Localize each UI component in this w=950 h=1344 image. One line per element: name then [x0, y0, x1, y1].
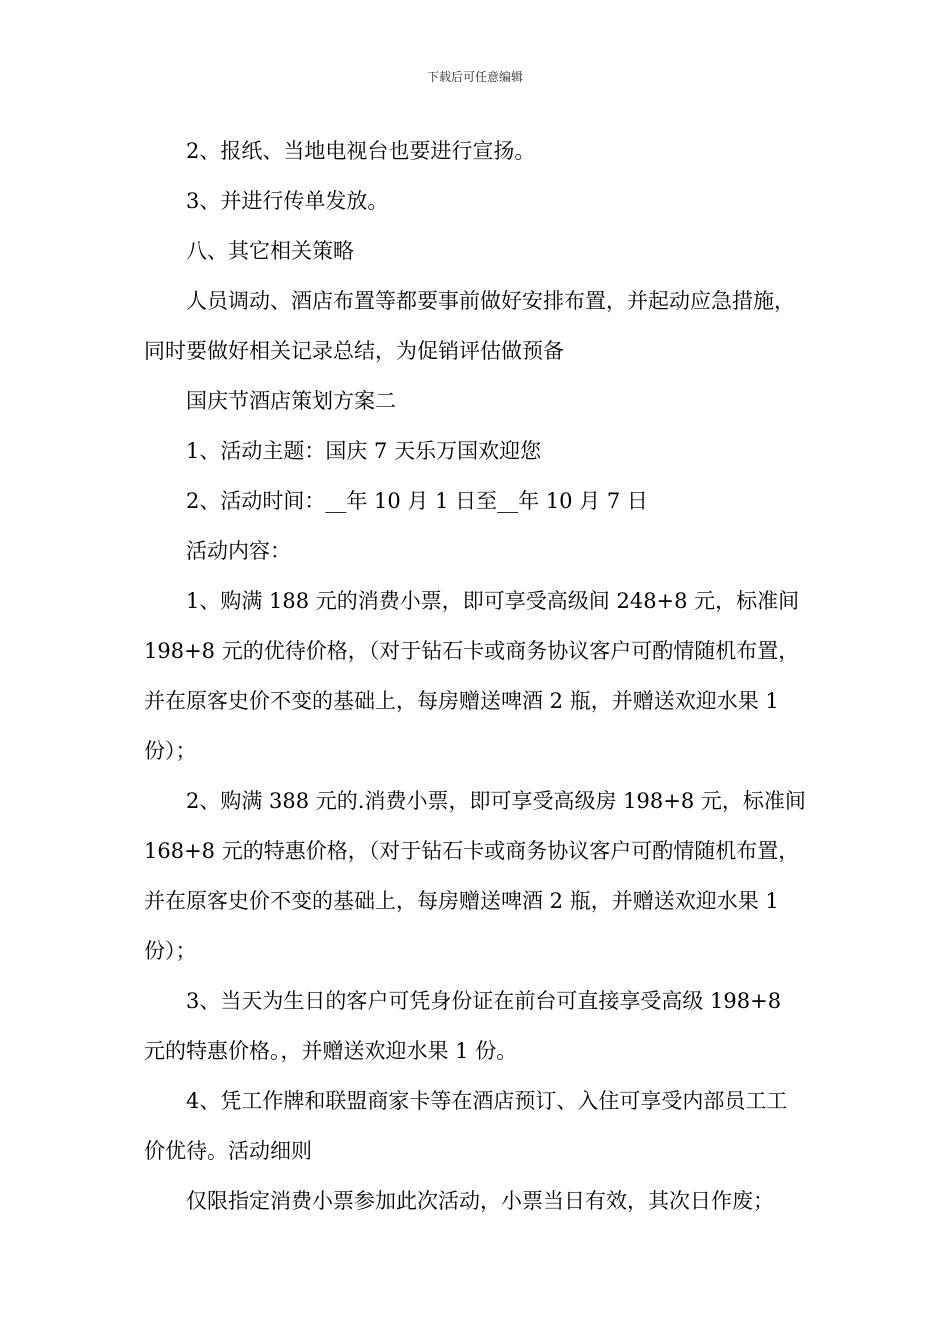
paragraph-theme: 1、活动主题：国庆 7 天乐万国欢迎您 [186, 439, 542, 463]
paragraph-content-label: 活动内容： [186, 539, 291, 563]
paragraph-offer-388: 2、购满 388 元的.消费小票，即可享受高级房 198+8 元，标准间 168+8 元的特惠价格，（对于钻石卡或商务协议客户可酌情随机布置，并在原客史价不变的基础上，每房赠送啤酒 2 瓶，并赠送欢迎水果 1 份）； [144, 789, 806, 963]
paragraph-flyers: 3、并进行传单发放。 [186, 189, 389, 213]
paragraph-staffing: 人员调动、酒店布置等都要事前做好安排布置，并起动应急措施，同时要做好相关记录总结，为促销评估做预备 [144, 289, 795, 363]
paragraph-rules: 仅限指定消费小票参加此次活动，小票当日有效，其次日作废； [186, 1189, 774, 1213]
section-heading-other-strategies: 八、其它相关策略 [186, 239, 354, 263]
paragraph-birthday-offer: 3、当天为生日的客户可凭身份证在前台可直接享受高级 198+8 元的特惠价格。，并赠送欢迎水果 1 份。 [144, 989, 782, 1063]
paragraph-promo-media: 2、报纸、当地电视台也要进行宣扬。 [186, 139, 536, 163]
section-heading-plan-two: 国庆节酒店策划方案二 [186, 389, 396, 413]
paragraph-time: 2、活动时间：__年 10 月 1 日至__年 10 月 7 日 [186, 489, 648, 513]
document-body [144, 126, 806, 1226]
paragraph-staff-card-offer: 4、凭工作牌和联盟商家卡等在酒店预订、入住可享受内部员工工价优待。活动细则 [144, 1089, 788, 1163]
page-header-note: 下载后可任意编辑 [426, 70, 523, 84]
paragraph-offer-188: 1、购满 188 元的消费小票，即可享受高级间 248+8 元，标准间 198+8 元的优待价格，（对于钻石卡或商务协议客户可酌情随机布置，并在原客史价不变的基础上，每房赠送啤酒 2 瓶，并赠送欢迎水果 1 份）； [144, 589, 800, 763]
